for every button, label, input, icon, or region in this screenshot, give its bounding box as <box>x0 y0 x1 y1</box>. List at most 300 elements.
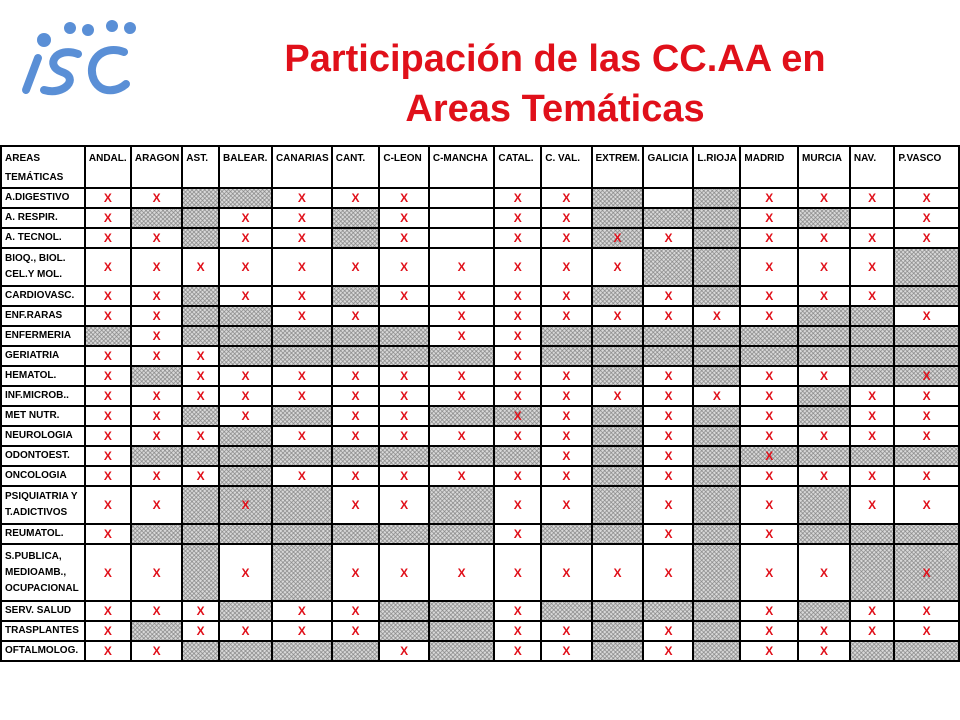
region-cell: X <box>494 346 541 366</box>
region-cell <box>219 601 272 621</box>
table-row <box>1 486 959 524</box>
region-cell: X <box>131 426 182 446</box>
region-cell: X <box>541 366 591 386</box>
region-cell <box>429 621 495 641</box>
region-cell: X <box>332 621 380 641</box>
region-cell: X <box>643 486 693 524</box>
region-cell <box>429 524 495 544</box>
region-cell: X <box>740 524 798 544</box>
area-label <box>1 346 85 366</box>
area-label-line: CARDIOVASC. <box>5 290 75 301</box>
region-cell <box>693 346 740 366</box>
area-label <box>1 208 85 228</box>
region-cell <box>131 446 182 466</box>
region-cell <box>693 228 740 248</box>
region-cell <box>894 326 959 346</box>
region-cell <box>429 188 495 208</box>
region-cell <box>592 621 644 641</box>
region-cell: X <box>798 286 850 306</box>
region-cell: X <box>272 208 332 228</box>
region-cell: X <box>850 406 894 426</box>
region-cell <box>850 306 894 326</box>
region-header: C-MANCHA <box>429 146 495 188</box>
table-row <box>1 286 959 306</box>
region-cell: X <box>592 228 644 248</box>
region-cell <box>693 406 740 426</box>
region-cell: X <box>131 486 182 524</box>
region-cell: X <box>429 366 495 386</box>
region-cell: X <box>740 621 798 641</box>
region-cell: X <box>85 286 131 306</box>
area-label <box>1 486 85 524</box>
region-cell <box>798 208 850 228</box>
region-cell <box>541 601 591 621</box>
region-cell <box>272 641 332 661</box>
region-cell: X <box>429 466 495 486</box>
region-cell <box>219 346 272 366</box>
region-cell: X <box>740 386 798 406</box>
region-cell: X <box>494 208 541 228</box>
region-cell: X <box>894 188 959 208</box>
region-cell: X <box>379 286 429 306</box>
region-cell: X <box>541 486 591 524</box>
region-cell: X <box>541 641 591 661</box>
region-cell: X <box>740 366 798 386</box>
region-cell: X <box>272 601 332 621</box>
region-cell: X <box>332 406 380 426</box>
region-header: CANARIAS <box>272 146 332 188</box>
region-cell: X <box>85 486 131 524</box>
region-cell: X <box>740 188 798 208</box>
region-cell: X <box>85 188 131 208</box>
region-cell <box>272 544 332 601</box>
region-cell: X <box>272 426 332 446</box>
region-cell: X <box>643 621 693 641</box>
region-cell: X <box>131 601 182 621</box>
area-label-line: MET NUTR. <box>5 410 60 421</box>
region-cell: X <box>894 306 959 326</box>
region-cell <box>429 208 495 228</box>
area-label-line: ODONTOEST. <box>5 450 70 461</box>
region-cell: X <box>740 286 798 306</box>
region-cell: X <box>85 386 131 406</box>
area-label-line: TRASPLANTES <box>5 625 79 636</box>
region-cell: X <box>85 248 131 286</box>
region-cell <box>592 641 644 661</box>
region-cell: X <box>541 248 591 286</box>
region-cell <box>693 621 740 641</box>
region-cell <box>379 524 429 544</box>
region-cell: X <box>379 466 429 486</box>
region-cell: X <box>219 248 272 286</box>
region-cell: X <box>740 248 798 286</box>
region-cell: X <box>541 406 591 426</box>
region-cell: X <box>894 406 959 426</box>
region-cell: X <box>332 544 380 601</box>
region-cell <box>332 346 380 366</box>
region-cell: X <box>85 524 131 544</box>
region-cell <box>798 386 850 406</box>
region-cell <box>182 188 219 208</box>
region-cell: X <box>332 466 380 486</box>
region-cell <box>693 486 740 524</box>
region-cell <box>693 426 740 446</box>
region-cell <box>894 524 959 544</box>
region-cell: X <box>643 524 693 544</box>
region-cell <box>798 346 850 366</box>
region-cell: X <box>272 228 332 248</box>
region-cell: X <box>219 286 272 306</box>
region-cell <box>182 306 219 326</box>
region-cell: X <box>494 601 541 621</box>
area-label <box>1 641 85 661</box>
region-header: C-LEON <box>379 146 429 188</box>
region-cell <box>332 208 380 228</box>
region-cell: X <box>894 486 959 524</box>
region-cell <box>693 544 740 601</box>
region-cell <box>219 188 272 208</box>
region-cell <box>182 524 219 544</box>
region-cell <box>379 601 429 621</box>
area-label-line: REUMATOL. <box>5 528 64 539</box>
table-row <box>1 208 959 228</box>
region-cell <box>219 524 272 544</box>
region-cell: X <box>332 426 380 446</box>
region-cell: X <box>740 306 798 326</box>
slide-title-line-1: Participación de las CC.AA en <box>284 38 826 80</box>
area-label-line: S.PUBLICA, <box>5 550 62 562</box>
region-cell: X <box>798 641 850 661</box>
area-label-line: PSIQUIATRIA Y <box>5 491 78 502</box>
region-cell <box>592 208 644 228</box>
region-cell <box>693 446 740 466</box>
area-label <box>1 228 85 248</box>
table-row <box>1 406 959 426</box>
region-cell: X <box>219 228 272 248</box>
region-cell: X <box>643 306 693 326</box>
region-cell: X <box>894 366 959 386</box>
region-cell: X <box>541 228 591 248</box>
region-cell: X <box>494 426 541 446</box>
region-cell <box>693 524 740 544</box>
region-cell: X <box>85 208 131 228</box>
region-cell <box>894 346 959 366</box>
region-cell: X <box>850 248 894 286</box>
region-cell: X <box>894 601 959 621</box>
region-cell <box>182 641 219 661</box>
area-label <box>1 426 85 446</box>
region-cell <box>850 524 894 544</box>
region-cell: X <box>131 306 182 326</box>
table-row <box>1 386 959 406</box>
table-row <box>1 346 959 366</box>
participation-table <box>0 145 960 675</box>
area-label <box>1 248 85 286</box>
region-cell: X <box>740 466 798 486</box>
region-cell: X <box>219 386 272 406</box>
region-cell: X <box>131 346 182 366</box>
region-cell <box>272 524 332 544</box>
region-cell: X <box>894 386 959 406</box>
region-cell <box>272 446 332 466</box>
region-cell: X <box>494 286 541 306</box>
area-label-line: A.DIGESTIVO <box>5 192 70 203</box>
region-cell: X <box>894 208 959 228</box>
table-row <box>1 366 959 386</box>
region-cell <box>693 366 740 386</box>
region-cell: X <box>272 248 332 286</box>
region-cell <box>693 601 740 621</box>
region-cell: X <box>740 486 798 524</box>
region-cell: X <box>131 641 182 661</box>
region-cell <box>592 286 644 306</box>
region-cell: X <box>182 601 219 621</box>
table-row <box>1 326 959 346</box>
region-cell <box>693 326 740 346</box>
region-header: ARAGON <box>131 146 182 188</box>
region-cell <box>379 306 429 326</box>
region-cell: X <box>272 306 332 326</box>
area-label <box>1 386 85 406</box>
area-label <box>1 601 85 621</box>
region-cell <box>429 406 495 426</box>
region-cell <box>693 248 740 286</box>
region-cell: X <box>494 326 541 346</box>
region-cell: X <box>131 188 182 208</box>
region-cell: X <box>592 248 644 286</box>
corner-header-line: TEMÁTICAS <box>5 172 64 183</box>
region-header: EXTREM. <box>592 146 644 188</box>
region-cell: X <box>85 306 131 326</box>
region-cell <box>592 446 644 466</box>
region-cell: X <box>894 466 959 486</box>
table-row <box>1 601 959 621</box>
area-label <box>1 544 85 601</box>
region-cell <box>894 446 959 466</box>
region-cell: X <box>494 524 541 544</box>
region-cell: X <box>494 228 541 248</box>
region-cell: X <box>494 386 541 406</box>
area-label-line: ENF.RARAS <box>5 310 63 321</box>
region-cell <box>693 641 740 661</box>
region-cell: X <box>541 621 591 641</box>
region-cell <box>592 426 644 446</box>
table-row <box>1 544 959 601</box>
region-cell <box>332 228 380 248</box>
area-label-line: SERV. SALUD <box>5 605 72 616</box>
region-cell <box>643 208 693 228</box>
region-cell <box>850 326 894 346</box>
region-cell <box>850 366 894 386</box>
region-cell: X <box>219 486 272 524</box>
region-cell: X <box>332 306 380 326</box>
region-cell: X <box>850 466 894 486</box>
region-cell: X <box>85 601 131 621</box>
areas-table <box>0 145 960 662</box>
region-header: MADRID <box>740 146 798 188</box>
region-cell <box>592 524 644 544</box>
region-cell <box>272 406 332 426</box>
region-cell: X <box>541 208 591 228</box>
table-row <box>1 524 959 544</box>
region-header: BALEAR. <box>219 146 272 188</box>
region-cell <box>332 641 380 661</box>
region-cell: X <box>332 601 380 621</box>
region-cell: X <box>643 544 693 601</box>
region-cell <box>219 306 272 326</box>
region-cell: X <box>740 208 798 228</box>
corner-header <box>1 146 85 188</box>
region-cell <box>379 446 429 466</box>
region-cell: X <box>740 641 798 661</box>
region-cell <box>379 346 429 366</box>
region-cell: X <box>643 466 693 486</box>
region-cell: X <box>494 621 541 641</box>
area-label <box>1 446 85 466</box>
region-cell: X <box>798 466 850 486</box>
region-cell: X <box>379 386 429 406</box>
region-cell: X <box>740 601 798 621</box>
region-cell: X <box>272 621 332 641</box>
region-cell: X <box>494 306 541 326</box>
area-label-line: NEUROLOGIA <box>5 430 73 441</box>
region-cell: X <box>219 366 272 386</box>
table-row <box>1 621 959 641</box>
region-cell: X <box>379 228 429 248</box>
region-cell: X <box>379 406 429 426</box>
region-header: MURCIA <box>798 146 850 188</box>
region-cell: X <box>332 386 380 406</box>
region-cell: X <box>643 641 693 661</box>
region-cell: X <box>182 621 219 641</box>
region-cell <box>740 346 798 366</box>
table-row <box>1 188 959 208</box>
region-cell <box>798 406 850 426</box>
region-cell <box>429 228 495 248</box>
region-cell: X <box>643 446 693 466</box>
region-cell <box>850 544 894 601</box>
region-cell <box>592 486 644 524</box>
region-cell: X <box>541 286 591 306</box>
region-cell <box>429 486 495 524</box>
area-label-line: CEL.Y MOL. <box>5 269 63 280</box>
region-cell: X <box>494 248 541 286</box>
region-cell: X <box>272 286 332 306</box>
area-label <box>1 286 85 306</box>
region-cell: X <box>494 188 541 208</box>
region-header: L.RIOJA <box>693 146 740 188</box>
region-cell <box>429 446 495 466</box>
region-cell: X <box>894 228 959 248</box>
region-cell: X <box>850 286 894 306</box>
region-header: NAV. <box>850 146 894 188</box>
region-cell <box>272 346 332 366</box>
region-cell <box>541 524 591 544</box>
region-cell <box>131 208 182 228</box>
region-cell: X <box>182 426 219 446</box>
region-cell: X <box>85 426 131 446</box>
area-label-line: OFTALMOLOG. <box>5 645 79 656</box>
region-cell: X <box>379 486 429 524</box>
region-cell <box>592 601 644 621</box>
region-cell <box>182 446 219 466</box>
region-cell: X <box>429 386 495 406</box>
region-cell: X <box>85 544 131 601</box>
area-label-line: OCUPACIONAL <box>5 582 79 594</box>
region-cell <box>592 466 644 486</box>
region-cell <box>894 248 959 286</box>
region-cell: X <box>541 466 591 486</box>
table-row <box>1 306 959 326</box>
region-cell <box>592 406 644 426</box>
area-label <box>1 188 85 208</box>
area-label-line: BIOQ., BIOL. <box>5 253 66 264</box>
region-cell <box>219 426 272 446</box>
region-header: CATAL. <box>494 146 541 188</box>
region-header: C. VAL. <box>541 146 591 188</box>
region-cell: X <box>494 366 541 386</box>
area-label-line: A. TECNOL. <box>5 232 62 243</box>
region-cell <box>429 641 495 661</box>
table-row <box>1 641 959 661</box>
region-cell: X <box>643 426 693 446</box>
area-label-line: MEDIOAMB., <box>5 566 67 578</box>
slide-title-line-2: Areas Temáticas <box>405 88 705 130</box>
region-cell: X <box>592 306 644 326</box>
region-cell: X <box>131 248 182 286</box>
region-cell <box>429 346 495 366</box>
table-row <box>1 426 959 446</box>
region-cell: X <box>740 544 798 601</box>
region-cell: X <box>85 621 131 641</box>
region-cell: X <box>541 188 591 208</box>
region-cell <box>592 326 644 346</box>
area-label <box>1 621 85 641</box>
region-cell <box>182 326 219 346</box>
region-header: AST. <box>182 146 219 188</box>
area-label-line: INF.MICROB.. <box>5 390 69 401</box>
region-cell: X <box>379 641 429 661</box>
region-cell <box>272 326 332 346</box>
region-cell <box>798 326 850 346</box>
region-cell: X <box>592 544 644 601</box>
area-label-line: ENFERMERIA <box>5 330 72 341</box>
region-cell: X <box>643 286 693 306</box>
region-cell: X <box>429 306 495 326</box>
area-label-line: A. RESPIR. <box>5 212 58 223</box>
region-cell <box>798 306 850 326</box>
table-row <box>1 446 959 466</box>
region-cell: X <box>429 248 495 286</box>
header-row <box>1 146 959 188</box>
region-cell: X <box>693 306 740 326</box>
region-cell <box>850 446 894 466</box>
region-cell: X <box>541 426 591 446</box>
region-cell <box>541 326 591 346</box>
region-cell <box>219 466 272 486</box>
region-cell: X <box>541 386 591 406</box>
region-cell: X <box>798 366 850 386</box>
region-cell: X <box>272 366 332 386</box>
region-cell <box>332 326 380 346</box>
region-cell <box>592 346 644 366</box>
region-cell: X <box>131 406 182 426</box>
region-cell: X <box>494 486 541 524</box>
region-cell <box>182 208 219 228</box>
region-cell: X <box>332 188 380 208</box>
region-cell: X <box>894 544 959 601</box>
region-cell: X <box>85 641 131 661</box>
